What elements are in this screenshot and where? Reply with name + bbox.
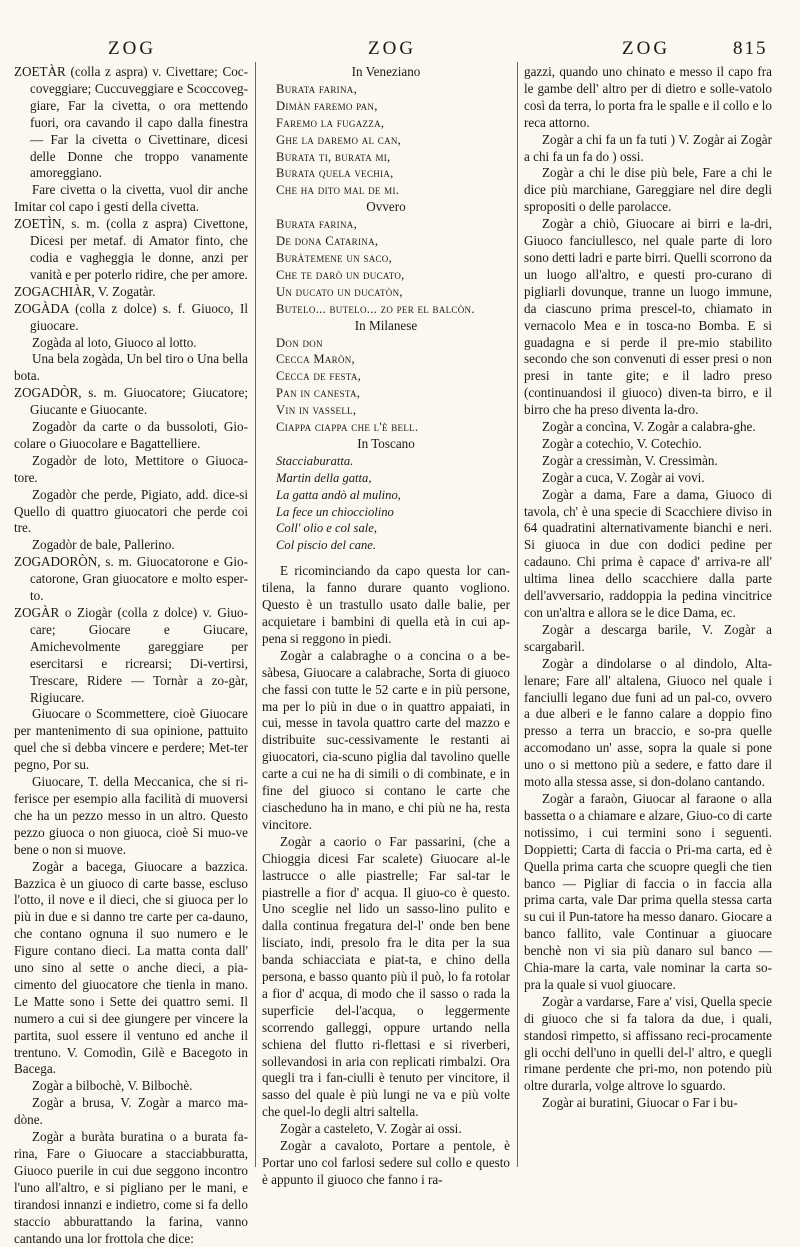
entry: Zogàr a cotechio, V. Cotechio. — [542, 435, 702, 451]
entry: ZOGADORÒN, s. m. Giuocatorone e Gio-catorone, Gran giuocatore e molto esper-to. — [14, 554, 248, 604]
entry: Zogàr a bilbochè, V. Bilbochè. — [32, 1078, 193, 1094]
verse-line: Pan in canesta, — [276, 386, 361, 401]
column-3 — [524, 64, 772, 1169]
entry: ZOGÀR o Ziogàr (colla z dolce) v. Giuo-care; Giocare e Giucare, Amichevolmente gareggiare per esercitarsi e ricrearsi; Di-vertirsi, Trescare, Ridere — Tornàr a zo-gàr, Rigiucare. — [14, 605, 248, 705]
verse-line: Burata farina, — [276, 217, 358, 232]
entry: Zogadòr de loto, Mettitore o Giuoca-tore. — [14, 452, 248, 485]
entry: ZOETÌN, s. m. (colla z aspra) Civettone, Dicesi per metaf. di Amator finto, che codia e vagheggia le donne, anzi per vanità e per poterlo ridire, che per amore. — [14, 216, 248, 282]
entry: Zogàr a chi fa un fa tuti ) V. Zogàr ai Zogàr a chi fa un fa do ) ossi. — [524, 131, 772, 164]
verse-line: La gatta andò al mulino, — [276, 487, 401, 502]
entry: gazzi, quando uno chinato e messo il capo fra le gambe dell' altro per di dietro e solle-vatolo così da terra, lo porta fra le spalle e il collo e lo reca attorno. — [524, 64, 772, 130]
entry: Zogàr a brusa, V. Zogàr a marco ma-dòne. — [14, 1095, 248, 1128]
column-1 — [14, 64, 248, 1246]
verse-line: Ciappa ciappa che l'è bell. — [276, 420, 419, 435]
entry: Giuocare, T. della Meccanica, che si ri-ferisce per esempio alla facilità di muoversi che ha un pezzo messo in un altro. Questo pezzo giuoca o non giuoca, cioè Si muo-ve bene o non si muove. — [14, 774, 248, 857]
verse-line: Ghe la daremo al can, — [276, 132, 402, 147]
running-head-right: ZOG — [622, 38, 671, 59]
entry: Zogàda al loto, Giuoco al lotto. — [32, 334, 197, 350]
verse-line: Buràtemene un saco, — [276, 250, 393, 265]
entry: E ricominciando da capo questa lor can-tilena, la fanno durare quanto vogliono. Questo è un trastullo usato dalle balie, per acquietare i bambini di quella età in cui ap-pena si reggono in piedi. — [262, 563, 510, 646]
verse-line: Cecca de festa, — [276, 369, 362, 384]
entry: Zogàr a caorio o Far passarini, (che a Chioggia dicesi Far scalete) Giuocare al-le lastrucce o alle piastrelle; Far sal-tar le piastrelle a fior d' acqua. Il giuo-co è questo. Uno sceglie nel lido un sasso-lino pulito e dalla continua fregatura del-l' onde ben bene lisciato, indi, presolo fra le dita per la sua banda schiacciata e piat-ta, e chino della persona, e basso quanto più il può, lo fa rotolar a fior d' acqua, di modo che il sasso o rada la superficie del-l'acqua, o leggermente scorrendo galleggi, oppure urtando nella schiena del flutto ri-flettasi e si riverberi, sollevandosi in aria con replicati rimbalzi. Ora quegli tra i fan-ciulli è tenuto per vincitore, il sasso del quale è più lungi ne va e più volte che quel-lo degli altri saltella. — [262, 833, 510, 1120]
verse-line: De dona Catarina, — [276, 234, 379, 249]
entry: Zogàr a casteleto, V. Zogàr ai ossi. — [280, 1121, 462, 1137]
entry: Zogàr a faraòn, Giuocar al faraone o alla bassetta o a chiamare e alzare, Giuo-co di carte notissimo, i cui termini sono i seguenti. Doppietti; Carta di faccia o Pri-ma carta, ed è Quella prima carta che scuopre quegli che tien banco — Pigliar di faccia o in faccia alla prima carta, vale Dar prima quella stessa carta su cui il Pun-tatore ha messo danaro. Giocare a banco fallito, vale Continuar a giuocare benchè non vi sia più danaro sul banco — Chia-mare la carta, vale nominar la carta so-pra la quale si vuol giuocare. — [524, 790, 772, 992]
entry: Giuocare o Scommettere, cioè Giuocare per mantenimento di sua opinione, pattuito quel che si debba vincere e perdere; Met-ter pegno, Por su. — [14, 706, 248, 773]
column-2 — [262, 64, 510, 1187]
entry: Zogàr a cavaloto, Portare a pentole, è Portar uno col farlosi sedere sul collo e questo è appunto il giuoco che fanno i ra- — [262, 1138, 510, 1187]
verse-line: La fece un chiocciolino — [276, 504, 394, 519]
verse-heading: In Veneziano — [351, 64, 421, 79]
verse-line: Col piscio del cane. — [276, 538, 377, 553]
verse-line: Coll' olio e col sale, — [276, 521, 377, 536]
verse-line: Dimàn faremo pan, — [276, 98, 378, 113]
verse-line: Stacciaburatta. — [276, 453, 354, 468]
verse-block — [262, 453, 510, 554]
entry: Zogàr a vardarse, Fare a' visi, Quella specie di giuoco che si fa talora da due, i quali, standosi rimpetto, si affissano reci-procamente gli occhi dell'uno in quelli del-l' altro, e quegli rimane perdente che pri-mo, non potendo più oltre durarla, volge altrove lo sguardo. — [524, 993, 772, 1094]
entry: Zogàr a cressimàn, V. Cressimàn. — [542, 452, 718, 468]
verse-line: Cecca Maròn, — [276, 352, 355, 367]
entry: Una bela zogàda, Un bel tiro o Una bella bota. — [14, 351, 248, 384]
entry: Zogàr a dama, Fare a dama, Giuoco di tavola, ch' è una specie di Scacchiere diviso in 64 quadratini alternativamente bianchi e neri. Si giuoca in due con dodici pedine per cadauno. Chi prima è capace d' arriva-re all' ultima linea dello scacchiere dalla parte dell'avversario, raddoppia la pedina vincitrice con un'altra e allora se le dice Dama, ec. — [524, 486, 772, 620]
entry: Zogàr ai buratini, Giuocar o Far i bu- — [542, 1095, 738, 1111]
page-number: 815 — [733, 38, 768, 59]
verse-line: Vin in vassell, — [276, 403, 357, 418]
entry: Zogàr a bacega, Giuocare a bazzica. Bazzica è un giuoco di carte basse, escluso l'otto, il nove e il dieci, che si giuoca per lo più in due e si danno tre carte per ca-dauno, che contano ognuna il suo numero e le Figure contano dieci. La matta conta dall' uno sino al sette o anche dieci, a pia-cimento del giuocatore che tienla in mano. Le Matte sono i Sette dei quattro semi. Il numero a cui si dee giungere per vincere la partita, suol essere il ventuno ed anche il trentuno. V. Comodìn, Gilè e Bacegoto in Bacega. — [14, 858, 248, 1077]
entry: ZOGADÒR, s. m. Giuocatore; Giucatore; Giucante e Giuocante. — [14, 385, 248, 418]
verse-heading: In Toscano — [357, 435, 415, 451]
verse-line: Butelo... butelo... zo per el balcòn. — [276, 301, 475, 316]
verse-line: Don don — [276, 335, 323, 350]
running-head-left: ZOG — [108, 38, 157, 59]
verse-line: Che ha dito mal de mi. — [276, 183, 400, 198]
entry: Zogadòr de bale, Pallerino. — [32, 537, 175, 553]
entry: ZOGÀDA (colla z dolce) s. f. Giuoco, Il giuocare. — [14, 300, 248, 333]
verse-line: Faremo la fugazza, — [276, 115, 385, 130]
entry: Zogàr a cuca, V. Zogàr ai vovi. — [542, 469, 705, 485]
entry: Zogadòr da carte o da bussoloti, Gio-colare o Giuocolare e Bagattelliere. — [14, 419, 248, 451]
verse-heading: In Milanese — [354, 317, 418, 333]
verse-line: Martin della gatta, — [276, 470, 372, 485]
verse-line: Burata ti, burata mi, — [276, 149, 391, 164]
entry: ZOETÀR (colla z aspra) v. Civettare; Coc-coveggiare; Cuccuveggiare e Scoccoveg-giare, Far la civetta, o ora mettendo fuori, ora cavando il capo dalla finestra — Far la civetta o Civettinare, dicesi delle Donne che troppo vanamente amoreggiano. — [14, 64, 248, 181]
verse-block — [262, 335, 510, 436]
verse-line: Un ducato un ducatòn, — [276, 284, 403, 299]
verse-block — [262, 81, 510, 199]
verse-line: Burata farina, — [276, 81, 358, 96]
entry: Zogadòr che perde, Pigiato, add. dice-si Quello di quattro giuocatori che perde coi tre. — [14, 486, 248, 536]
verse-line: Burata quela vechia, — [276, 166, 394, 181]
entry: Zogàr a calabraghe o a concina o a be-sàbesa, Giuocare a calabrache, Sorta di giuoco che fassi con tutte le 52 carte e in più persone, ma per lo più in due o in quattro appaiati, in cui, messe in tavola quattro carte del mazzo e distribuite suc-cessivamente le restanti ai giuocatori, cia-scuno piglia dal tavolino quelle carte a cui ne ha di simili o di combinate, e in fine del giuoco si contano le carte che ciascheduno ha in mano, e chi più ne ha, resta vincitore. — [262, 647, 510, 832]
verse-heading: Ovvero — [366, 199, 406, 215]
entry: Zogàr a descarga barile, V. Zogàr a scargabarìl. — [524, 621, 772, 654]
column-divider — [517, 62, 518, 1167]
entry: ZOGACHIÀR, V. Zogatàr. — [14, 283, 156, 299]
running-head-center: ZOG — [368, 38, 417, 59]
verse-block — [262, 216, 510, 317]
entry: Zogàr a chi le dise più bele, Fare a chi le dice più marchiane, Gareggiare nel dire degli spropositi o delle parolacce. — [524, 165, 772, 215]
entry: Fare civetta o la civetta, vuol dir anche Imitar col capo i gesti della civetta. — [14, 182, 248, 215]
entry: Zogàr a buràta buratina o a burata fa-rina, Fare o Giuocare a stacciabburatta, Giuoco puerile in cui due seggono incontro l'uno all'altro, e si pigliano per le mani, e tirandosi innanzi e indietro, come si fa dello staccio abburattando la farina, vanno cantando una lor frottola che dice: — [14, 1129, 248, 1246]
entry: Zogàr a dindolarse o al dindolo, Alta-lenare; Fare all' altalena, Giuoco nel quale i fanciulli legano due funi ad un pal-co, ovvero a due alberi e le fanno calare a doppio fino presso a terra un braccio, e so-pra quelle accomodano un' asse, sopra la quale si pone uno o si mettono più a sedere, e fatto dare il moto alla stessa asse, si don-dolano cantando. — [524, 655, 772, 790]
entry: Zogàr a chiò, Giuocare ai birri e la-dri, Giuoco fanciullesco, nel quale parte di loro sono detti ladri e parte birri. Quelli scorrono da un luogo all'altro, e questi pro-curano di pigliarli dovunque, tranne un luogo immune, da ciascuno prima prescel-to, chiamato in vernacolo Mea e in tosca-no Bomba. E si guadagna e si perde il pre-mio stabilito secondo che son convenuti di esser presi o non presi in tante gite; e il ladro preso (continuandosi il giuoco) diven-ta birro, e il birro che ha preso diventa la-dro. — [524, 216, 772, 418]
verse-line: Che te darò un ducato, — [276, 267, 405, 282]
entry: Zogàr a concìna, V. Zogàr a calabra-ghe. — [542, 419, 756, 435]
column-divider — [255, 62, 256, 1167]
